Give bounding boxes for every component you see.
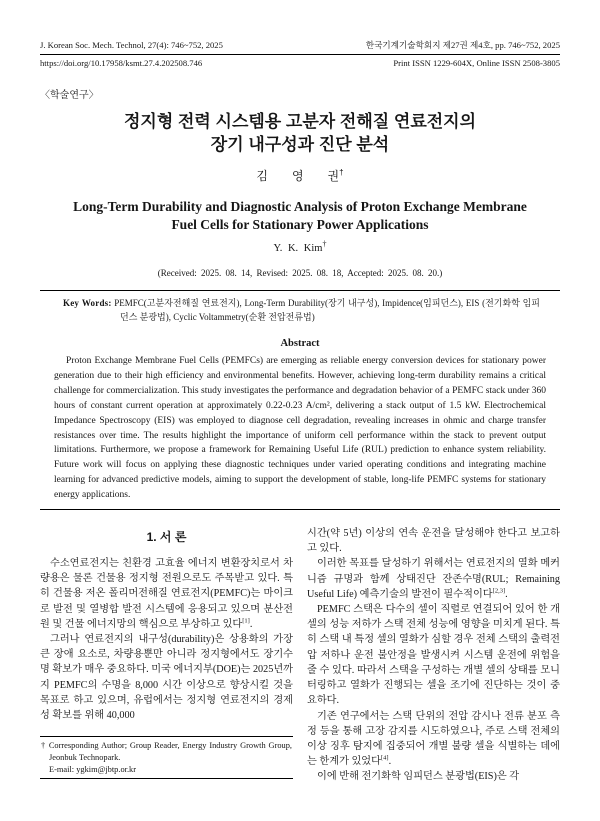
article-type-label: 〈학술연구〉 [40,90,99,101]
left-column [40,526,293,784]
english-author-name [40,239,560,254]
journal-header-row1 [40,40,560,51]
english-title-line1: Long-Term Durability and Diagnostic Analysis of Proton Exchange Membrane [73,199,527,214]
intro-paragraph [307,602,560,708]
footnote-email: E-mail: ygkim@jbtp.or.kr [49,764,137,774]
journal-header [40,40,560,69]
korean-title [40,110,560,156]
paragraph-text-tail: . [505,588,508,600]
paragraph-text: 기존 연구에서는 스택 단위의 전압 감시나 전류 분포 측정 등을 통해 고장 감지를 시도하였으나, 주로 스택 전체의 이상 징후 탐지에 집중되어 개별 불량 셀을 식별하는 데에는 한계가 있었다 [307,710,560,768]
intro-paragraph [307,709,560,770]
intro-paragraph [307,556,560,602]
paragraph-text-tail: . [388,756,392,768]
doi-text: https://doi.org/10.17958/ksmt.27.4.202508.746 [40,58,203,68]
paragraph-text: 그러나 연료전지의 내구성(durability)은 상용화의 가장 큰 장애 요소로, 차량용뿐만 아니라 정지형에서도 장기수명 확보가 매우 중요하다. 미국 에너지부(DOE)는 2025년까지 PEMFC의 수명을 8,000 시간 이상으로 향상시킬 것을 목표로 하고 있으며, 유럽에서는 정지형 연료전지의 경제성 확보를 위해 40,000 [40,634,293,722]
korean-title-line1: 정지형 전력 시스템용 고분자 전해질 연료전지의 [123,112,477,131]
right-column [307,526,560,784]
intro-paragraph [307,526,560,556]
keywords-text: PEMFC(고분자전해질 연료전지), Long-Term Durability(장기 내구성), Impidence(임피던스), EIS (전기화학 임피던스 분광법), Cyclic Voltammetry(순환 전압전류법) [114,298,540,322]
korean-author-text: 김 영 권 [256,169,340,183]
keywords-block [63,297,540,324]
abstract-heading: Abstract [280,338,320,349]
issn-text: Print ISSN 1229-604X, Online ISSN 2508-3805 [393,58,560,68]
paragraph-text: 이러한 목표를 달성하기 위해서는 연료전지의 열화 메커니즘 규명과 함께 상태진단 잔존수명(RUL; Remaining Useful Life) 예측기술의 발전이 필수적이다 [307,558,560,600]
korean-author-name [40,167,560,184]
english-title [40,198,560,233]
korean-title-line2: 장기 내구성과 진단 분석 [210,135,390,154]
intro-paragraph [40,556,293,632]
intro-paragraph [40,632,293,723]
footnote-affiliation-text: Corresponding Author; Group Reader, Energy Industry Growth Group, Jeonbuk Technopark. [48,741,293,763]
footnote-affiliation [41,740,292,764]
received-dates: (Received: 2025. 08. 14, Revised: 2025. 08. 18, Accepted: 2025. 08. 20.) [157,268,443,278]
intro-paragraph [307,769,560,784]
abstract-bottom-rule [40,509,560,510]
author-dagger-mark: † [322,239,327,249]
english-author-text: Y. K. Kim [273,243,323,254]
paragraph-text: 수소연료전지는 친환경 고효율 에너지 변환장치로서 차량용은 물론 건물용 정지형 전원으로도 주목받고 있다. 특히 건물용 저온 폴리머전해질 연료전지(PEMFC)는 마이크로 발전 및 열병합 발전 시스템에 응용되고 있으며 분산전원 및 건물 에너지망의 핵심으로 부상하고 있다 [40,558,293,630]
abstract-text: Proton Exchange Membrane Fuel Cells (PEMFCs) are emerging as reliable energy conversion devices for stationary power generation due to their high efficiency and environmental benefits. However, achieving long-term durability remains a critical challenge for commercialization. This study investigates the performance and degradation behavior of a PEMFC stack under 360 hours of constant current operation at approximately 0.22-0.23 A/cm², delivering a stack output of 1.5 kW. Electrochemical Impedance Spectroscopy (EIS) was employed to diagnose cell degradation, revealing increases in ohmic and charge transfer resistances over time. The results highlight the importance of uniform cell performance within the stack to prevent output limitations. Furthermore, we propose a framework for Remaining Useful Life (RUL) prediction to enhance system reliability. Future work will focus on applying these diagnostic techniques under varied operating conditions and integrating machine learning for advanced predictive models, aiming to support the development of stable, long-life PEMFC systems for stationary energy applications. [54,356,546,501]
citation-ref: [2,3] [492,587,506,595]
paragraph-text: 이에 반해 전기화학 임피던스 분광법(EIS)은 각 [317,771,520,783]
body-columns [40,526,560,784]
keywords-top-rule [40,290,560,291]
citation-ref: [4] [380,754,389,762]
keywords-label: Key Words: [63,298,112,308]
footnote-dagger-mark: † [41,741,46,751]
header-divider [40,54,560,55]
journal-citation-ko: 한국기계기술학회지 제27권 제4호, pp. 746~752, 2025 [365,40,560,50]
journal-citation-en: J. Korean Soc. Mech. Technol, 27(4): 746~752, 2025 [40,40,223,50]
paragraph-text-tail: . [249,618,253,630]
paragraph-text: PEMFC 스택은 다수의 셀이 직렬로 연결되어 있어 한 개 셀의 성능 저하가 스택 전체 성능에 영향을 미치게 된다. 특히 스택 내 특정 셀의 열화가 심할 경우 전체 스택의 출력전압 저하나 운전 불안정을 발생시켜 시스템 운전에 위험을 줄 수 있다. 따라서 스택을 구성하는 개별 셀의 상태를 모니터링하고 열화가 진행되는 셀을 조기에 진단하는 것이 중요하다. [307,604,560,707]
intro-section-heading: 1. 서 론 [146,530,187,545]
paragraph-text: 시간(약 5년) 이상의 연속 운전을 달성해야 한다고 보고하고 있다. [307,528,560,555]
english-title-line2: Fuel Cells for Stationary Power Applications [171,216,429,232]
journal-header-row2 [40,58,560,69]
corresponding-author-footnote [40,736,293,778]
citation-ref: [1] [242,617,250,625]
author-dagger-mark: † [339,168,344,177]
